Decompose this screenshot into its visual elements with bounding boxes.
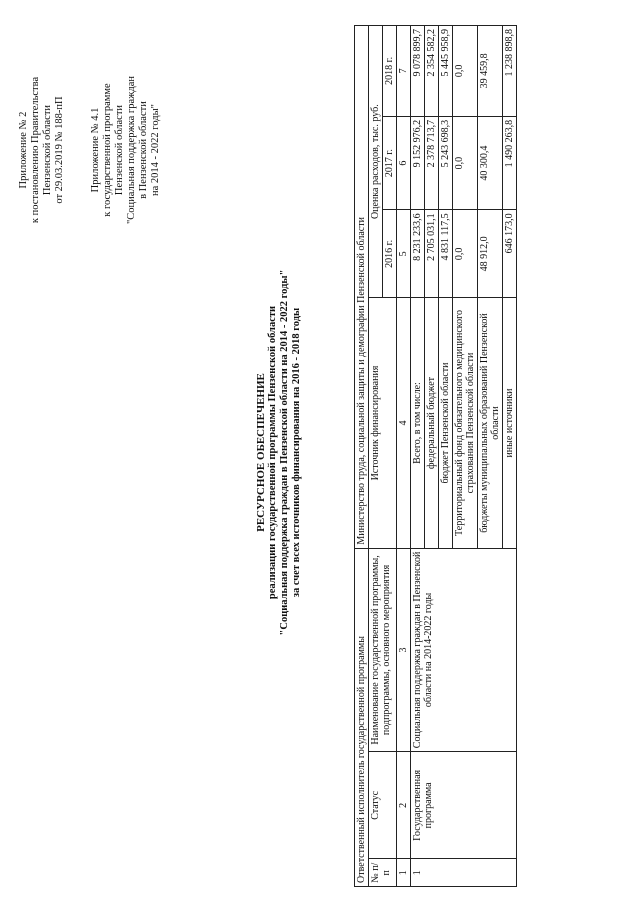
value-2017: 0,0 (453, 116, 478, 210)
header-name: Наименование государственной программы, подпрограммы, основного мероприятия (369, 548, 397, 752)
row-program-name: Социальная поддержка граждан в Пензенской области на 2014-2022 годы (411, 548, 517, 752)
title-line: РЕСУРСНОЕ ОБЕСПЕЧЕНИЕ (255, 373, 267, 532)
col-number: 1 (397, 859, 411, 887)
value-2016: 4 831 117,5 (439, 210, 453, 298)
col-number: 6 (397, 116, 411, 210)
col-number: 4 (397, 298, 411, 548)
annex-line: Пензенской области (42, 104, 53, 196)
responsible-label: Ответственный исполнитель государственной программы (355, 548, 369, 886)
value-2017: 2 378 713,7 (425, 116, 439, 210)
value-2016: 8 231 233,6 (411, 210, 425, 298)
value-2016: 2 705 031,1 (425, 210, 439, 298)
value-2018: 5 445 958,9 (439, 26, 453, 117)
document-title (255, 0, 303, 905)
header-status: Статус (369, 752, 397, 859)
source-name: бюджет Пензенской области (439, 298, 453, 548)
annex-line: от 29.03.2019 № 188-пП (54, 96, 65, 204)
table-row (411, 26, 425, 887)
source-name: бюджеты муниципальных образований Пензенской области (478, 298, 503, 548)
value-2017: 5 243 698,3 (439, 116, 453, 210)
title-line: реализации государственной программы Пензенской области (267, 305, 278, 600)
header-row (369, 26, 383, 887)
value-2016: 0,0 (453, 210, 478, 298)
annex-note-4-1 (90, 30, 162, 270)
responsible-value: Министерство труда, социальной защиты и демографии Пензенской области (355, 26, 369, 549)
annex-line: Приложение № 4.1 (90, 107, 101, 193)
value-2016: 48 912,0 (478, 210, 503, 298)
source-name: Территориальный фонд обязательного медицинского страхования Пензенской области (453, 298, 478, 548)
annex-line: в Пензенской области (138, 101, 149, 199)
resource-table (354, 25, 517, 887)
column-numbers-row (397, 26, 411, 887)
value-2018: 1 238 898,8 (503, 26, 517, 117)
col-number: 2 (397, 752, 411, 859)
row-number: 1 (411, 859, 517, 887)
title-line: "Социальная поддержка граждан в Пензенской области на 2014 - 2022 годы" (279, 269, 290, 636)
annex-line: Пензенской области (114, 104, 125, 196)
source-name: Всего, в том числе: (411, 298, 425, 548)
value-2018: 39 459,8 (478, 26, 503, 117)
col-number: 7 (397, 26, 411, 117)
col-number: 5 (397, 210, 411, 298)
value-2017: 9 152 976,2 (411, 116, 425, 210)
header-source: Источник финансирования (369, 298, 397, 548)
source-name: федеральный бюджет (425, 298, 439, 548)
header-year-2016: 2016 г. (383, 210, 397, 298)
row-status: Государственная программа (411, 752, 517, 859)
annex-line: на 2014 - 2022 годы" (150, 104, 161, 196)
header-year-2018: 2018 г. (383, 26, 397, 117)
col-number: 3 (397, 548, 411, 752)
value-2016: 646 173,0 (503, 210, 517, 298)
annex-line: Приложение № 2 (18, 111, 29, 189)
value-2018: 0,0 (453, 26, 478, 117)
annex-note-2 (18, 30, 66, 270)
header-num: № п/п (369, 859, 397, 887)
source-name: иные источники (503, 298, 517, 548)
annex-line: к государственной программе (102, 83, 113, 217)
header-year-2017: 2017 г. (383, 116, 397, 210)
responsible-row (355, 26, 369, 887)
value-2017: 40 300,4 (478, 116, 503, 210)
value-2018: 2 354 582,2 (425, 26, 439, 117)
annex-line: к постановлению Правительства (30, 76, 41, 224)
value-2017: 1 490 263,8 (503, 116, 517, 210)
value-2018: 9 078 899,7 (411, 26, 425, 117)
title-line: за счет всех источников финансирования на 2016 - 2018 годы (291, 307, 302, 598)
header-estimate: Оценка расходов, тыс. руб. (369, 26, 383, 298)
annex-line: "Социальная поддержка граждан (126, 75, 137, 225)
